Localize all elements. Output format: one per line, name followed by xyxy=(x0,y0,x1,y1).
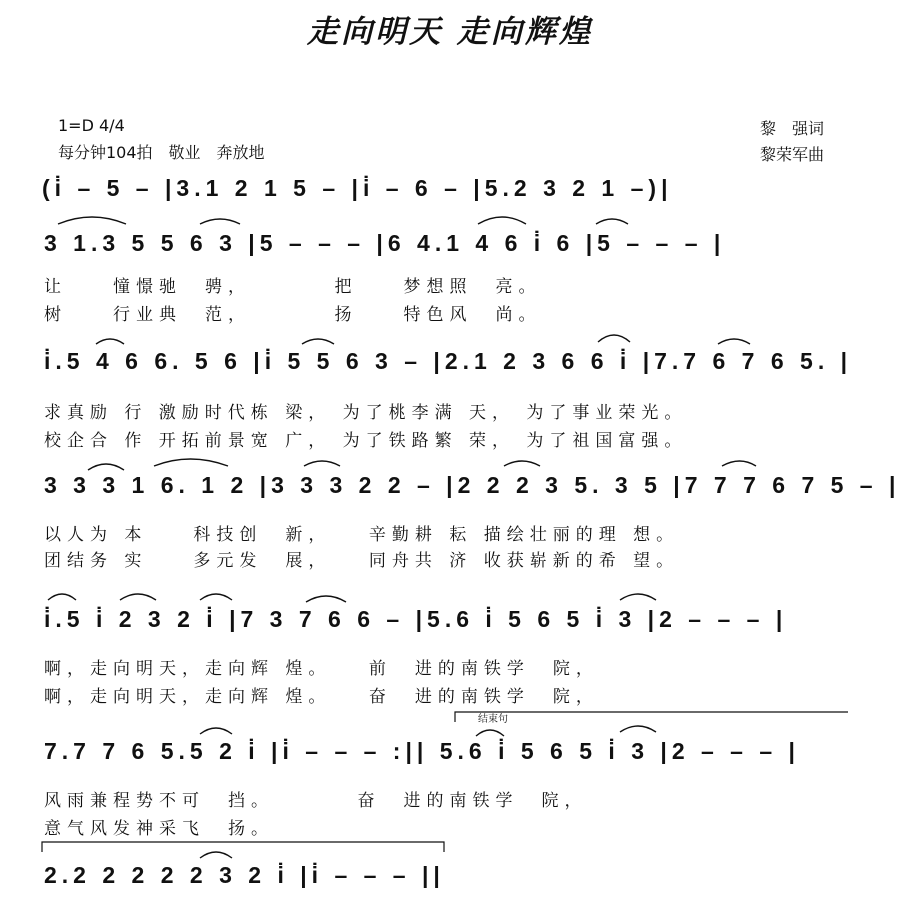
slur xyxy=(620,594,656,600)
slur xyxy=(48,594,76,600)
lyricist-credit: 黎 强词 xyxy=(760,119,825,138)
composer-credit: 黎荣军曲 xyxy=(760,145,825,164)
slur xyxy=(718,339,750,344)
slur xyxy=(302,339,334,344)
slur xyxy=(200,852,232,858)
slur xyxy=(96,339,124,344)
slur xyxy=(88,464,124,470)
key-and-meter: 1=D 4/4 xyxy=(58,116,125,135)
notation-row-4: 3 3 3 1 6. 1 2 |3 3 3 2 2 – |2 2 2 3 5. 3 5 |7 7 7 6 7 5 – | xyxy=(44,472,900,498)
slur xyxy=(58,217,126,224)
lyric-row-3-verse-2: 校企合 作 开拓前景宽 广， 为了铁路繁 荣， 为了祖国富强。 xyxy=(44,431,688,451)
notation-row-2: 3 1.3 5 5 6 3 |5 – – – |6 4.1 4 6 i̇ 6 |5 – – – | xyxy=(44,230,726,256)
lyric-row-6-verse-2: 意气风发神采飞 扬。 xyxy=(44,819,274,839)
lyric-row-3-verse-1: 求真励 行 激励时代栋 梁， 为了桃李满 天， 为了事业荣光。 xyxy=(44,403,688,423)
lyric-row-4-verse-2: 团结务 实 多元发 展， 同舟共 济 收获崭新的希 望。 xyxy=(44,551,680,571)
lyric-row-6-verse-1: 风雨兼程势不可 挡。 奋 进的南铁学 院， xyxy=(44,791,588,811)
lyric-row-5-verse-2: 啊，走向明天，走向辉 煌。 奋 进的南铁学 院， xyxy=(44,687,599,707)
notation-row-1: (i̇ – 5 – |3.1 2 1 5 – |i̇ – 6 – |5.2 3 2 1 –)| xyxy=(42,175,673,201)
ending-bracket xyxy=(455,712,848,722)
slur xyxy=(200,728,232,734)
slur xyxy=(200,594,232,600)
slur xyxy=(200,219,240,224)
slur xyxy=(620,726,656,732)
slur xyxy=(596,219,628,224)
lyric-row-5-verse-1: 啊，走向明天，走向辉 煌。 前 进的南铁学 院， xyxy=(44,659,599,679)
slur xyxy=(476,730,504,736)
notation-row-7: 2.2 2 2 2 2 3 2 i̇ |i̇ – – – || xyxy=(44,862,445,888)
slur xyxy=(154,459,228,466)
song-title: 走向明天 走向辉煌 xyxy=(307,14,593,50)
ending-bracket xyxy=(42,842,444,852)
lyric-row-2-verse-2: 树 行业典 范， 扬 特色风 尚。 xyxy=(44,305,542,325)
notation-row-5: i̇.5 i̇ 2 3 2 i̇ |7 3 7 6 6 – |5.6 i̇ 5 6 5 i̇ 3 |2 – – – | xyxy=(44,606,788,632)
slur xyxy=(504,461,540,466)
slur xyxy=(478,217,526,224)
tempo-and-style: 每分钟104拍 敬业 奔放地 xyxy=(58,143,265,162)
lyric-row-4-verse-1: 以人为 本 科技创 新， 辛勤耕 耘 描绘壮丽的理 想。 xyxy=(44,525,680,545)
lyric-row-2-verse-1: 让 憧憬驰 骋， 把 梦想照 亮。 xyxy=(44,277,542,297)
notation-row-3: i̇.5 4 6 6. 5 6 |i̇ 5 5 6 3 – |2.1 2 3 6 6 i̇ |7.7 6 7 6 5. | xyxy=(44,348,853,374)
slur xyxy=(120,594,156,600)
notation-row-6: 7.7 7 6 5.5 2 i̇ |i̇ – – – :|| 5.6 i̇ 5 6 5 i̇ 3 |2 – – – | xyxy=(44,738,800,764)
ending-phrase-label: 结束句 xyxy=(478,714,508,725)
slur xyxy=(306,596,346,602)
slur xyxy=(304,461,340,466)
slur xyxy=(598,335,630,342)
slur xyxy=(722,461,756,466)
